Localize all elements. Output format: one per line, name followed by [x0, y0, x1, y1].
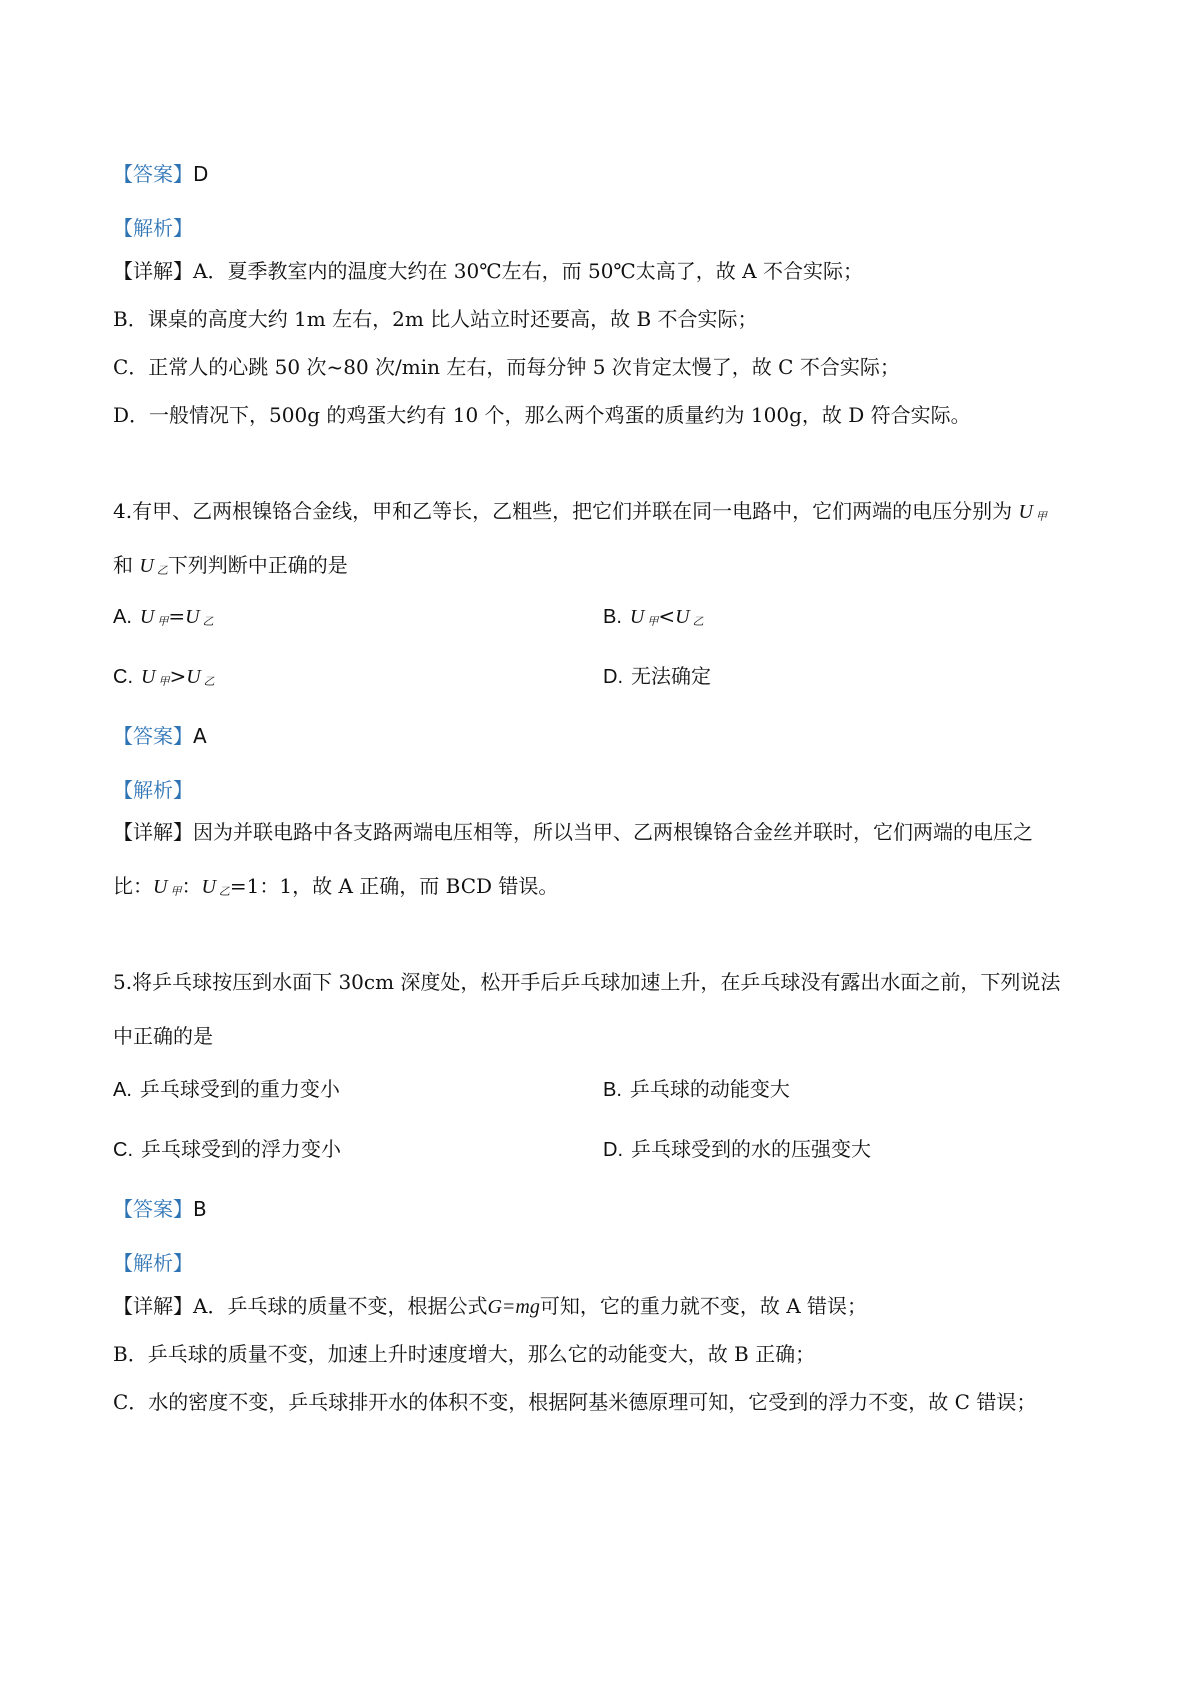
subscript-yi: 乙 [156, 564, 168, 577]
detail-text: A．夏季教室内的温度大约在 30℃左右，而 50℃太高了，故 A 不合实际； [193, 259, 863, 283]
q4-stem-line1 [113, 497, 1047, 531]
analysis-tag: 【解析】 [113, 778, 193, 802]
q3-detail-d [113, 401, 971, 429]
detail-text: C．水的密度不变，乒乓球排开水的体积不变，根据阿基米德原理可知，它受到的浮力不变，故 C 错误； [113, 1390, 1037, 1414]
variable-u: U [675, 606, 690, 628]
detail-tag: 【详解】 [113, 1294, 193, 1318]
option-letter: B. [603, 1079, 622, 1101]
subscript-jia: 甲 [170, 885, 182, 898]
detail-text: C．正常人的心跳 50 次~80 次/min 左右，而每分钟 5 次肯定太慢了，故 C 不合实际； [113, 355, 900, 379]
option-text: 乒乓球受到的浮力变小 [141, 1137, 341, 1161]
q3-answer-line [113, 160, 208, 188]
stem-suffix: 下列判断中正确的是 [167, 553, 348, 577]
question-stem: 中正确的是 [113, 1024, 213, 1048]
relation-symbol: = [168, 604, 186, 628]
q5-analysis-line [113, 1249, 193, 1277]
q3-detail-c [113, 353, 900, 381]
subscript-jia: 甲 [158, 675, 170, 688]
detail-suffix: =1：1，故 A 正确，而 BCD 错误。 [229, 874, 559, 898]
detail-prefix: 比： [113, 874, 153, 898]
q4-detail-line2 [113, 872, 558, 906]
relation-symbol: < [658, 604, 676, 628]
variable-u: U [629, 606, 645, 628]
subscript-yi: 乙 [218, 885, 230, 898]
option-letter: C. [113, 1139, 133, 1161]
detail-text: 因为并联电路中各支路两端电压相等，所以当甲、乙两根镍铬合金丝并联时，它们两端的电压之 [193, 820, 1033, 844]
answer-tag: 【答案】 [113, 724, 193, 748]
q5-option-b [603, 1075, 790, 1104]
relation-symbol: > [169, 664, 187, 688]
q4-detail-line1 [113, 818, 1033, 846]
detail-tag: 【详解】 [113, 259, 193, 283]
q5-answer-line [113, 1195, 207, 1223]
q5-option-c [113, 1135, 341, 1164]
q4-option-a [113, 602, 214, 636]
q5-stem-line2 [113, 1022, 213, 1050]
q5-option-d [603, 1135, 871, 1164]
variable-u: U [141, 666, 156, 688]
q4-option-c [113, 662, 215, 696]
detail-text: D．一般情况下，500g 的鸡蛋大约有 10 个，那么两个鸡蛋的质量约为 100g，故 D 符合实际。 [113, 403, 971, 427]
q3-detail-b [113, 305, 758, 333]
subscript-jia: 甲 [647, 615, 659, 628]
q5-detail-c [113, 1388, 1036, 1416]
answer-value: A [193, 724, 207, 748]
subscript-yi: 乙 [692, 615, 704, 628]
q5-stem-line1 [113, 968, 1060, 996]
option-letter: D. [603, 1139, 623, 1161]
analysis-tag: 【解析】 [113, 1251, 193, 1275]
variable-u: U [139, 555, 154, 577]
variable-u: U [201, 876, 216, 898]
q4-answer-line [113, 722, 207, 750]
q5-detail-a [113, 1292, 867, 1321]
option-text: 乒乓球受到的水的压强变大 [631, 1137, 871, 1161]
option-text: 乒乓球受到的重力变小 [139, 1077, 340, 1101]
variable-u: U [185, 606, 200, 628]
option-letter: B. [603, 606, 622, 628]
option-letter: A. [113, 1079, 132, 1101]
subscript-yi: 乙 [202, 615, 214, 628]
q4-analysis-line [113, 776, 193, 804]
answer-value: B [193, 1197, 207, 1221]
q4-option-b [603, 602, 704, 636]
detail-text: 可知，它的重力就不变，故 A 错误； [539, 1294, 868, 1318]
stem-prefix: 和 [113, 553, 133, 577]
q3-detail-a [113, 257, 863, 285]
option-text: 无法确定 [631, 664, 711, 688]
detail-text: B．乒乓球的质量不变，加速上升时速度增大，那么它的动能变大，故 B 正确； [113, 1342, 816, 1366]
option-letter: D. [603, 666, 623, 688]
detail-tag: 【详解】 [113, 820, 193, 844]
formula: G=mg [487, 1296, 540, 1318]
variable-u: U [1018, 501, 1033, 523]
option-text: 乒乓球的动能变大 [629, 1077, 790, 1101]
subscript-yi: 乙 [203, 675, 215, 688]
variable-u: U [139, 606, 155, 628]
q4-stem-line2 [113, 551, 348, 585]
q4-option-d [603, 662, 711, 691]
answer-tag: 【答案】 [113, 1197, 193, 1221]
option-letter: A. [113, 606, 132, 628]
question-stem: 4.有甲、乙两根镍铬合金线，甲和乙等长，乙粗些，把它们并联在同一电路中，它们两端的电压分别为 [113, 499, 1013, 523]
answer-tag: 【答案】 [113, 162, 193, 186]
answer-value: D [193, 162, 209, 186]
detail-text: A．乒乓球的质量不变，根据公式 [193, 1294, 488, 1318]
question-stem: 5.将乒乓球按压到水面下 30cm 深度处，松开手后乒乓球加速上升，在乒乓球没有露出水面之前，下列说法 [113, 970, 1061, 994]
option-letter: C. [113, 666, 133, 688]
subscript-jia: 甲 [157, 615, 169, 628]
ratio-colon: ： [181, 874, 202, 898]
q3-analysis-line [113, 214, 193, 242]
variable-u: U [153, 876, 168, 898]
variable-u: U [186, 666, 201, 688]
analysis-tag: 【解析】 [113, 216, 193, 240]
q5-option-a [113, 1075, 340, 1104]
q5-detail-b [113, 1340, 815, 1368]
subscript-jia: 甲 [1035, 510, 1047, 523]
detail-text: B．课桌的高度大约 1m 左右，2m 比人站立时还要高，故 B 不合实际； [113, 307, 758, 331]
